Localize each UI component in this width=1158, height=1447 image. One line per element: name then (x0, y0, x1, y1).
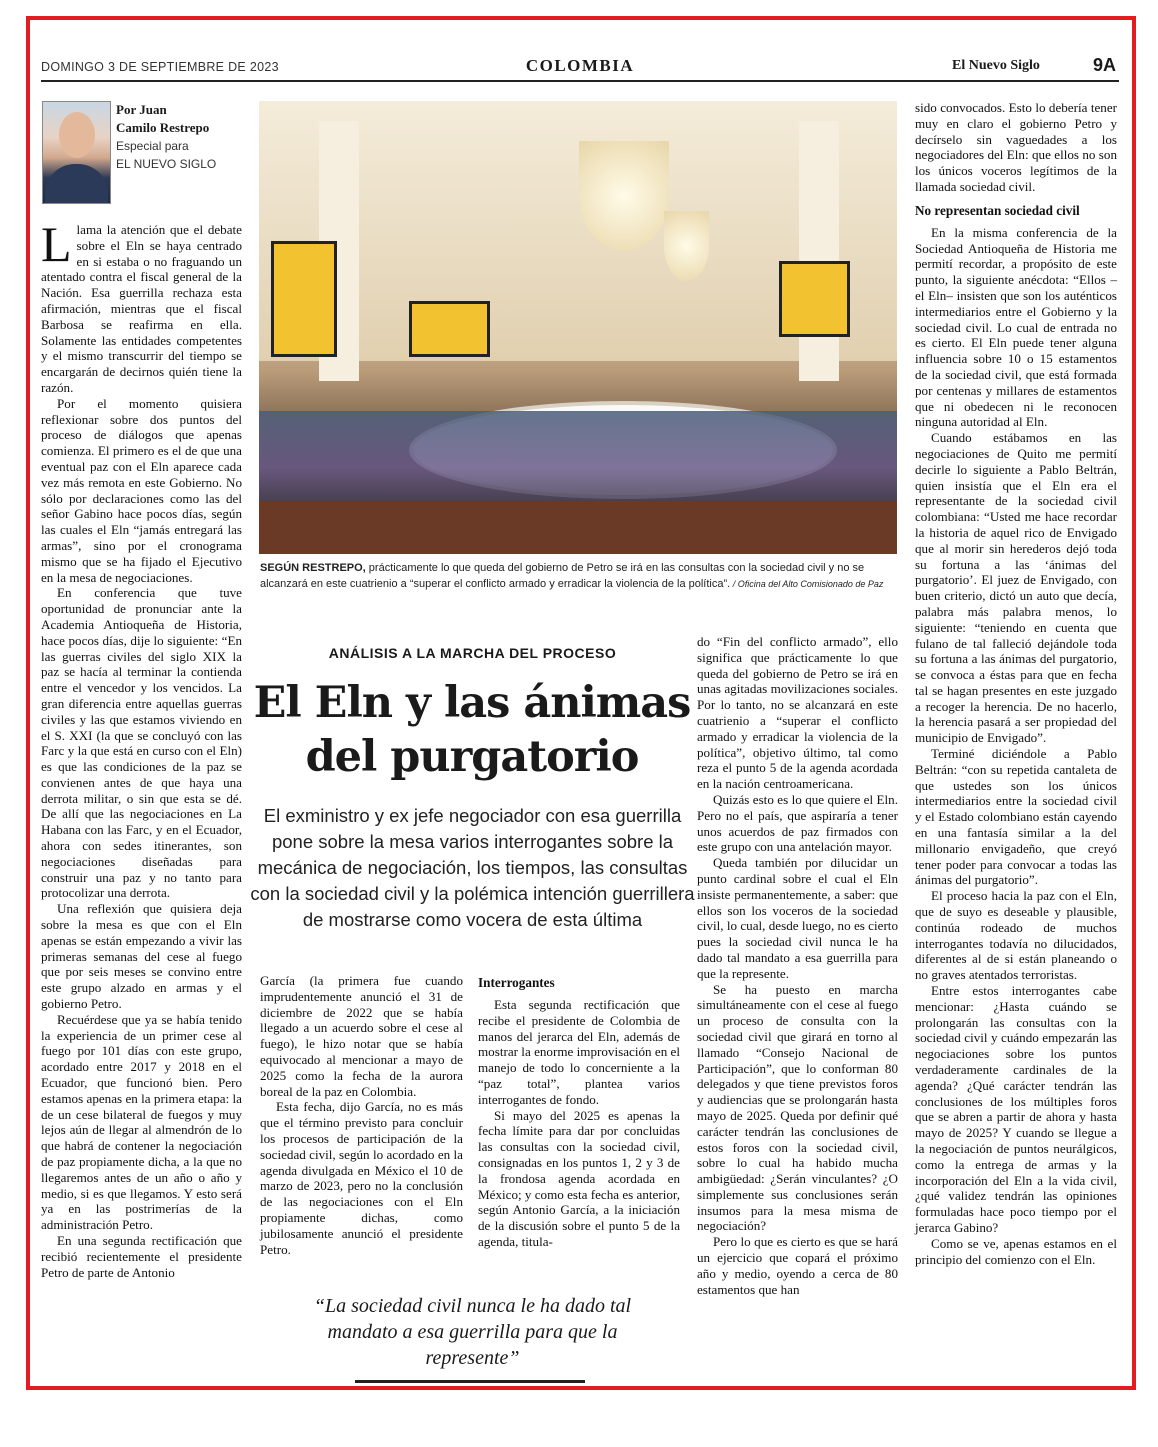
photo-chandelier (579, 141, 669, 251)
paragraph: En conferencia que tuve oportunidad de pronunciar ante la Academia Antioqueña de Historia, hace pocos días, dije lo siguiente: “En las guerras civiles del siglo XIX la paz se hacía al terminar la contienda entre el vencedor y los vencidos. La gran diferencia entre aquellas guerras civiles y las que estamos viviendo en el S. XXI (la que se concluyó con las Farc y la que está en curso con el Eln) es que las condiciones de la paz se convienen antes de que haya una derrota militar, o sin que esta se dé. De allí que las negociaciones en La Habana con las Farc, y en el Ecuador, ahora con sedes itinerantes, son negociaciones diseñadas para construir una paz y no tanto para protocolizar una derrota. (41, 585, 242, 901)
headline: El Eln y las ánimas del purgatorio (253, 678, 691, 782)
paragraph: Terminé diciéndole a Pablo Beltrán: “con su repetida cantaleta de que ustedes son los únicos intermediarios entre la sociedad civil y el Estado colombiano están cayendo en una fantasía similar a la del millonario envigadeño, que creyó tener poder para convocar a todas las ánimas del purgatorio”. (915, 746, 1117, 888)
paragraph: Quizás esto es lo que quiere el Eln. Pero no el país, que aspiraría a tener unos acuerdos de paz firmados con este grupo con una antelación mayor. (697, 791, 898, 855)
paragraph: Una reflexión que quisiera deja sobre la mesa es que con el Eln apenas se están empezando a vivir las primeras semanas del cese al fuego que por seis meses se convino entre este grupo alzado en armas y el gobierno Petro. (41, 901, 242, 1012)
photo-caption (260, 560, 896, 592)
photo-chandelier (664, 211, 709, 281)
byline (116, 101, 246, 173)
column-4 (697, 634, 898, 1297)
caption-lead: SEGÚN RESTREPO, (260, 562, 366, 574)
section-name: COLOMBIA (525, 56, 635, 75)
photo-screen (779, 261, 850, 337)
column-2 (260, 973, 463, 1257)
author-suit-shape (45, 164, 108, 204)
paragraph: do “Fin del conflicto armado”, ello significa que prácticamente lo que queda del gobierno de Petro se irá en unas agitadas movilizaciones sociales. Por lo tanto, no se alcanzará en este cuatrienio a “superar el conflicto armado y erradicar la violencia de la política”, objetivo último, tal como reza el punto 5 de la agenda acordada en la nación centroamericana. (697, 634, 898, 792)
deck: El exministro y ex jefe negociador con esa guerrilla pone sobre la mesa varios interrogantes sobre la mecánica de negociación, los tiempos, las consultas con la sociedad civil y la polémica intención guerrillera de mostrarse como vocera de esta última (250, 805, 695, 930)
article-photo (259, 101, 897, 554)
paragraph: Como se ve, apenas estamos en el principio del comienzo con el Eln. (915, 1235, 1117, 1267)
photo-floor (259, 501, 897, 554)
paragraph (41, 216, 242, 396)
paragraph: sido convocados. Esto lo debería tener muy en claro el gobierno Petro y decírselo sin vaguedades a los negociadores del Eln: que ellos no son los únicos voceros legítimos de la llamada sociedad civil. (915, 100, 1117, 194)
paragraph: En una segunda rectificación que recibió recientemente el presidente Petro de parte de Antonio (41, 1233, 242, 1280)
paragraph: Por el momento quisiera reflexionar sobre dos puntos del proceso de diálogos que apenas comienza. El primero es el de que una eventual paz con el Eln aparece cada vez más remota en este Gobierno. No sólo por declaraciones como las del señor Gabino hace pocos días, según las cuales el Eln “jamás entregará las armas”, sino por el cronograma mismo que se ha fijado el Ejecutivo en la mesa de negociaciones. (41, 395, 242, 585)
author-role: Especial para (116, 139, 189, 153)
author-head-shape (59, 112, 95, 158)
author-name-line1: Por Juan (116, 102, 167, 117)
column-3 (478, 973, 680, 1250)
kicker: ANÁLISIS A LA MARCHA DEL PROCESO (328, 645, 617, 661)
header-rule (41, 80, 1119, 82)
paragraph: Esta fecha, dijo García, no es más que el término previsto para concluir los procesos de participación de la sociedad civil, según lo acordado en la agenda divulgada en México el 10 de marzo de 2023, pero no la conclusión de las negociaciones con el Eln propiamente dichas, como jubilosamente anunció el presidente Petro. (260, 1099, 463, 1257)
paragraph: Entre estos interrogantes cabe mencionar: ¿Hasta cuándo se prolongarán las consultas con la sociedad civil y cuándo empezarán las negociaciones sobre los puntos verdaderamente cardinales de la agenda? ¿Qué carácter tendrán las conclusiones de los múltiples foros que se abren a partir de ahora y hasta mayo de 2025? Y cuando se llegue a la negociación de puntos neurálgicos, como la entrega de armas y la incorporación del Eln a la vida civil, ¿qué validez tendrán las opiniones formuladas hace poco tiempo por el jerarca Gabino? (915, 983, 1117, 1235)
column-1 (41, 216, 242, 1280)
column-5 (915, 100, 1117, 1267)
author-name-line2: Camilo Restrepo (116, 120, 210, 135)
pull-quote-rule (355, 1380, 585, 1383)
photo-credit: / Oficina del Alto Comisionado de Paz (730, 579, 884, 589)
page-number: 9A (1093, 55, 1117, 75)
paragraph: En la misma conferencia de la Sociedad Antioqueña de Historia me permití recordar, a propósito de este punto, la siguiente anécdota: “Ellos –el Eln– insisten que son los auténticos intermediarios entre el Gobierno y la sociedad civil. Lo cual de entrada no es cierto. El Eln puede tener alguna influencia sobre 10 o 15 estamentos de la sociedad civil, que está formada por centenas y millares de estamentos que ni obedecen ni le reconocen ninguna autoridad al Eln. (915, 224, 1117, 430)
paragraph: Se ha puesto en marcha simultáneamente con el cese al fuego un proceso de consulta con la sociedad civil que girará en torno al llamado “Consejo Nacional de Participación”, que lo conforman 80 delegados y que tiene previstos foros y audiencias que se prolongarán hasta mayo de 2025. Queda por definir qué carácter tendrán las conclusiones de estos foros con la sociedad civil, sobre lo cual ha habido mucha ambigüedad: ¿Serán vinculantes? ¿O simplemente sus conclusiones serán insumos para la mesa misma de negociación? (697, 981, 898, 1234)
newspaper-name: El Nuevo Siglo (952, 58, 1040, 73)
author-outlet: EL NUEVO SIGLO (116, 157, 217, 171)
author-photo (42, 101, 111, 204)
photo-column-right (799, 121, 839, 381)
photo-screen (409, 301, 490, 357)
issue-date: DOMINGO 3 DE SEPTIEMBRE DE 2023 (41, 60, 279, 74)
paragraph: Recuérdese que ya se había tenido la experiencia de un primer cese al fuego por 101 días con este grupo, acordado entre 2017 y 2018 en el Ecuador, que funcionó bien. Pero estamos apenas en la primera etapa: la de un cese bilateral de fuegos y muy lejos aún de llegar al almendrón de lo que habrá de contener la negociación de paz propiamente dicha, a la que no llegaremos antes de un año o año y medio, si es que llegamos. Y esto será ya en las postrimerías de la administración Petro. (41, 1011, 242, 1233)
pull-quote: “La sociedad civil nunca le ha dado tal mandato a esa guerrilla para que la represente” (313, 1295, 632, 1369)
paragraph: El proceso hacia la paz con el Eln, que de suyo es deseable y plausible, continúa rodeado de muchos interrogantes todavía no dilucidados, diferentes al de si están planeando o no graves atentados terroristas. (915, 888, 1117, 983)
paragraph: Si mayo del 2025 es apenas la fecha límite para dar por concluidas las consultas con la sociedad civil, consignadas en los puntos 1, 2 y 3 de la frondosa agenda acordada en México; y como esta fecha es anterior, según Antonio García, a la iniciación de la discusión sobre el punto 5 de la agenda, titula- (478, 1107, 680, 1249)
paragraph-text: lama la atención que el debate sobre el Eln se haya centrado en si estaba o no fraguando un atentado contra el fiscal general de la Nación. Esa guerrilla rechaza esta afirmación, mientras que el fiscal Barbosa se reafirma en ella. Solamente las entidades competentes y el mismo transcurrir del tiempo se encargarán de decirnos quién tiene la razón. (41, 222, 242, 395)
paragraph: Queda también por dilucidar un punto cardinal sobre el cual el Eln insiste permanentemente, a saber: que ellos son los voceros de la sociedad civil, lo cual, desde luego, no es cierto pues la sociedad civil nunca le ha dado tal mandato a esa guerrilla para que la represente. (697, 855, 898, 981)
subhead: No representan sociedad civil (915, 202, 1080, 218)
paragraph: Pero lo que es cierto es que se hará un ejercicio que copará el próximo año y medio, oyendo a cerca de 80 estamentos que han (697, 1234, 898, 1297)
subhead: Interrogantes (478, 975, 555, 990)
paragraph: Cuando estábamos en las negociaciones de Quito me permití decirle lo siguiente a Pablo Beltrán, quien insistía que el Eln era el representante de la sociedad civil colombiana: “Usted me hace recordar la historia de aquel rico de Envigado que al morir sin herederos dejó toda su fortuna a las ‘ánimas del purgatorio’. El juez de Envigado, con buen criterio, dictó un auto que decía, palabra más palabra menos, lo siguiente: “teniendo en cuenta que fulano de tal falleció dejándole toda su fortuna a las ánimas del purgatorio, se convoca a éstas para que en fecha tal se hagan presentes en este juzgado a recoger la herencia. De no hacerlo, la herencia pasará a ser propiedad del municipio de Envigado”. (915, 430, 1117, 746)
drop-cap: L (41, 216, 72, 272)
paragraph: Esta segunda rectificación que recibe el presidente de Colombia de manos del jerarca del Eln, además de mostrar la enorme improvisación en el manejo de todo lo concerniente a la “paz total”, plantea varios interrogantes de fondo. (478, 997, 680, 1107)
caption-text: prácticamente lo que queda del gobierno de Petro se irá en las consultas con la sociedad civil y no se alcanzará en este cuatrienio a “superar el conflicto armado y erradicar la violencia de la política”. (260, 562, 865, 590)
photo-screen (271, 241, 337, 357)
paragraph: García (la primera fue cuando imprudentemente anunció el 31 de diciembre de 2022 que se había llegado a un acuerdo sobre el cese al fuego), le hizo notar que se había equivocado al mencionar a mayo de 2025 como la fecha de la aurora boreal de la paz en Colombia. (260, 973, 463, 1099)
